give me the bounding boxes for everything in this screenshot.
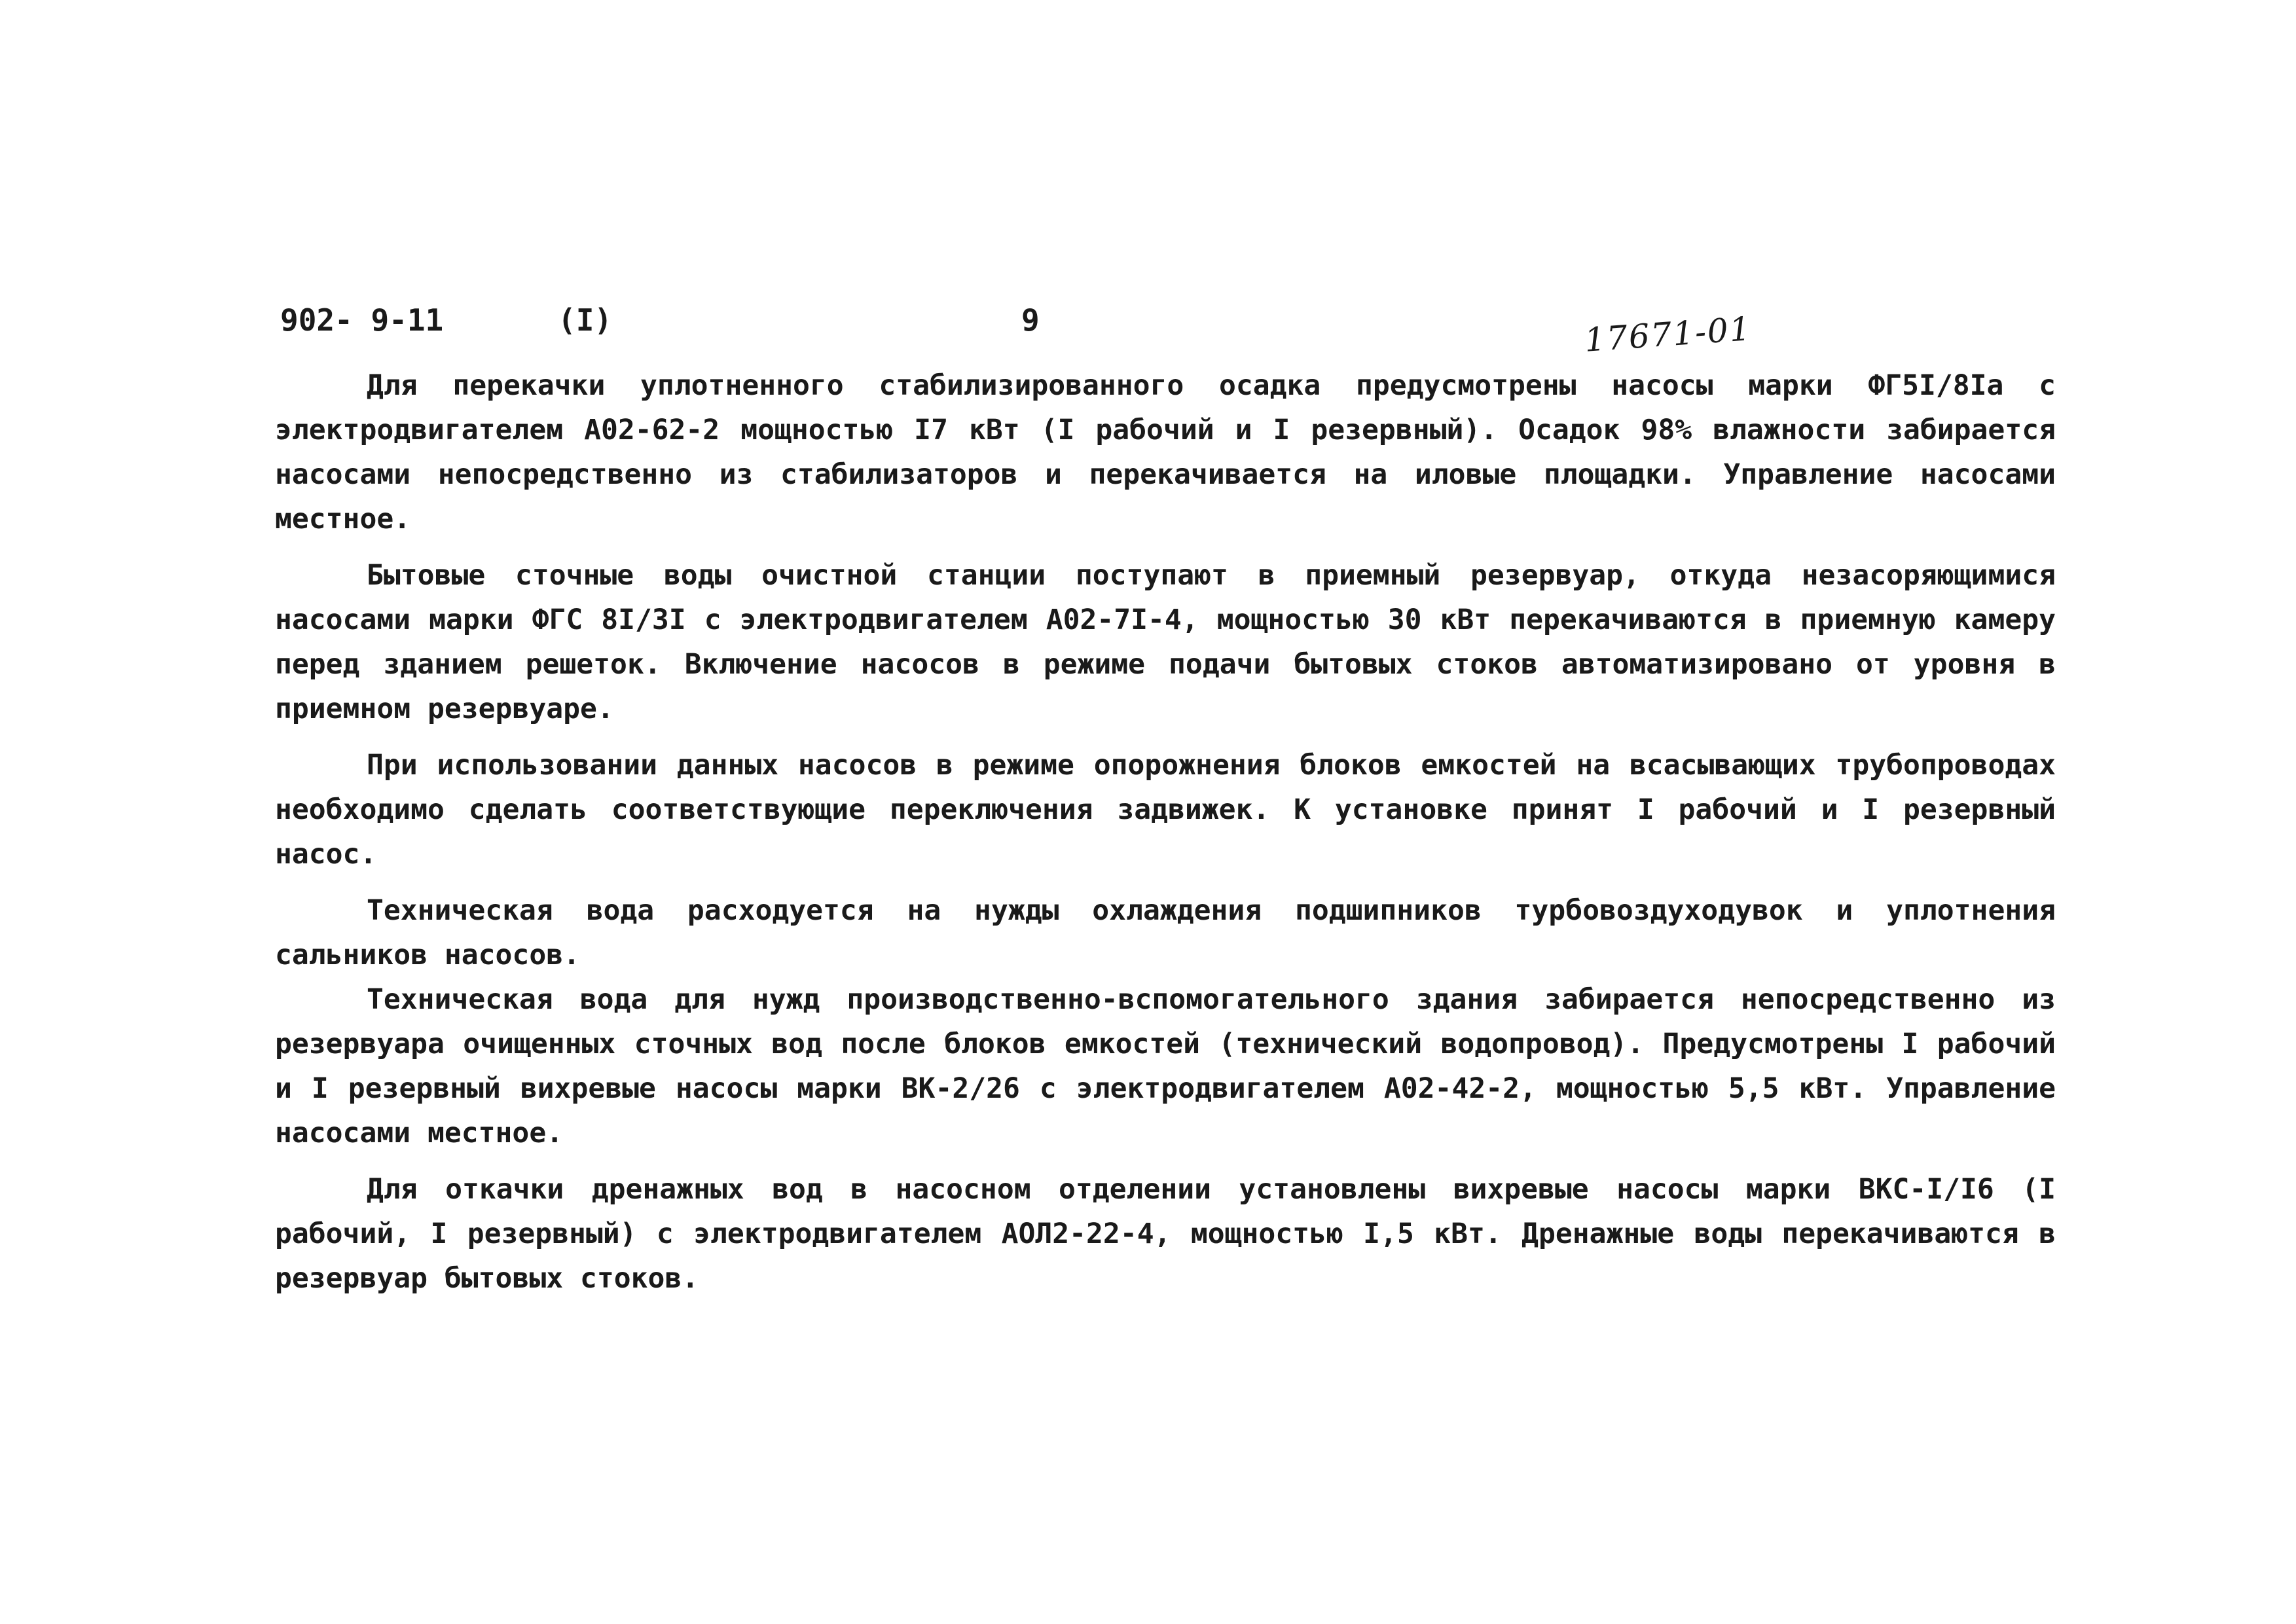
paragraph-drainage-pumps: Для откачки дренажных вод в насосном отделении установлены вихревые насосы марки ВКС-I/I6 (I рабочий, I резервный) с электродвигателем АОЛ2-22-4, мощностью I,5 кВт. Дренажные воды перекачиваются в резервуар бытовых стоков. [275, 1173, 2056, 1295]
page-header [0, 302, 2296, 359]
document-code: 902- 9-11 [280, 302, 444, 338]
paragraph-technical-water-supply: Техническая вода для нужд производственно-вспомогательного здания забирается непосредственно из резервуара очищенных сточных вод после блоков емкостей (технический водопровод). Предусмотрены I рабочий и I резервный вихревые насосы марки ВК-2/26 с электродвигателем А02-42-2, мощностью 5,5 кВт. Управление насосами местное. [275, 983, 2056, 1149]
inventory-number: 17671-01 [1583, 310, 1753, 359]
paragraph-technical-water: Техническая вода расходуется на нужды охлаждения подшипников турбовоздуходувок и уплотнения сальников насосов. [275, 894, 2056, 971]
paragraph-sewage-pumps: Бытовые сточные воды очистной станции поступают в приемный резервуар, откуда незасоряющимися насосами марки ФГС 8I/3I с электродвигателем А02-7I-4, мощностью 30 кВт перекачиваются в приемную камеру перед зданием решеток. Включение насосов в режиме подачи бытовых стоков автоматизировано от уровня в приемном резервуаре. [275, 559, 2056, 725]
paragraph-sludge-pumps: Для перекачки уплотненного стабилизированного осадка предусмотрены насосы марки ФГ5I/8Iа с электродвигателем А02-62-2 мощностью I7 кВт (I рабочий и I резервный). Осадок 98% влажности забирается насосами непосредственно из стабилизаторов и перекачивается на иловые площадки. Управление насосами местное. [275, 369, 2056, 535]
page-number: 9 [1021, 302, 1040, 338]
part-number: (I) [558, 302, 613, 338]
paragraph-pump-usage: При использовании данных насосов в режиме опорожнения блоков емкостей на всасывающих трубопроводах необходимо сделать соответствующие переключения задвижек. К установке принят I рабочий и I резервный насос. [275, 749, 2056, 871]
body-text [275, 363, 2056, 1301]
